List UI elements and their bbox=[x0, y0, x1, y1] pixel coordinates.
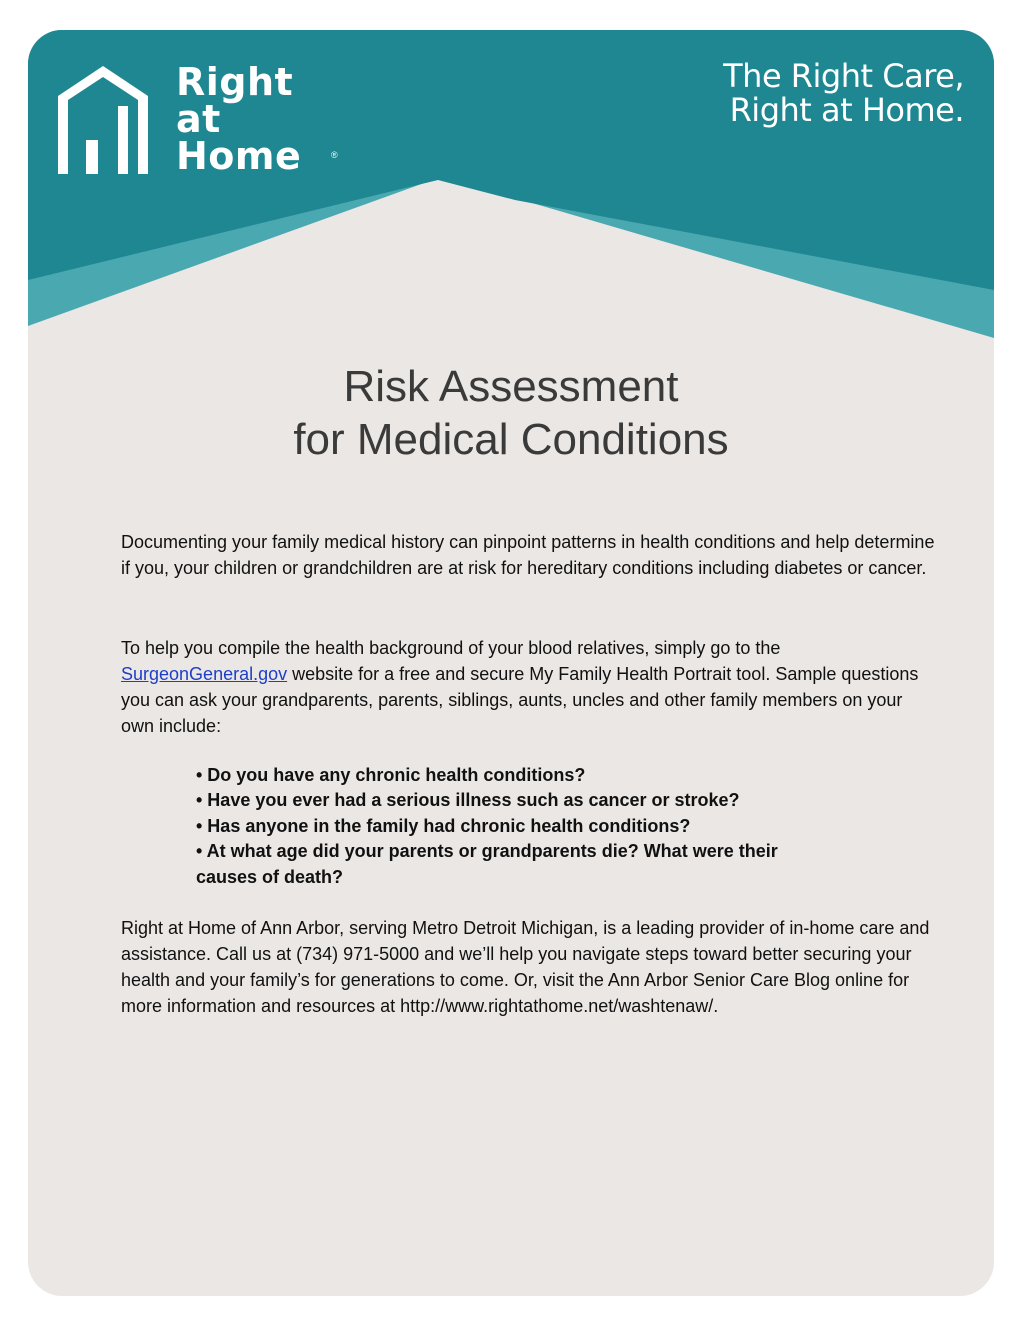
list-item: • Do you have any chronic health conditions? bbox=[196, 765, 586, 785]
title-line1: Risk Assessment bbox=[343, 362, 679, 411]
logo-word-at: at bbox=[176, 97, 221, 141]
document-page bbox=[28, 30, 994, 1296]
house-logo-icon bbox=[58, 66, 168, 178]
registered-mark: ® bbox=[331, 150, 338, 160]
tagline-line1: The Right Care, bbox=[723, 57, 964, 95]
page-title bbox=[28, 360, 994, 466]
list-item: • At what age did your parents or grandparents die? What were their causes of death? bbox=[196, 841, 778, 887]
closing-paragraph: Right at Home of Ann Arbor, serving Metro Detroit Michigan, is a leading provider of in-home care and assistance. Call us at (734) 971-5000 and we’ll help you navigate steps toward better securing your health and your family’s for generations to come. Or, visit the Ann Arbor Senior Care Blog online for more information and resources at http://www.rightathome.net/washtenaw/. bbox=[121, 918, 930, 1016]
title-line2: for Medical Conditions bbox=[293, 415, 729, 464]
logo-word-home: Home bbox=[176, 134, 302, 178]
brand-logo-text bbox=[176, 60, 302, 178]
tagline-line2: Right at Home. bbox=[729, 91, 964, 129]
instructions-paragraph bbox=[121, 635, 936, 739]
question-list bbox=[196, 763, 836, 890]
instructions-text-after: website for a free and secure My Family Health Portrait tool. Sample questions you can ask your grandparents, parents, siblings, aunts, uncles and other family members on your own include: bbox=[121, 664, 919, 736]
list-item: • Have you ever had a serious illness such as cancer or stroke? bbox=[196, 790, 740, 811]
logo-word-right: Right bbox=[176, 60, 294, 104]
instructions-text-before: To help you compile the health background of your blood relatives, simply go to the bbox=[121, 638, 781, 658]
intro-paragraph: Documenting your family medical history can pinpoint patterns in health conditions and help determine if you, your children or grandchildren are at risk for hereditary conditions including diabetes or cancer. bbox=[121, 532, 935, 578]
surgeon-general-link[interactable]: SurgeonGeneral.gov bbox=[121, 664, 288, 684]
list-item: • Has anyone in the family had chronic health conditions? bbox=[196, 815, 691, 836]
tagline bbox=[723, 59, 964, 127]
